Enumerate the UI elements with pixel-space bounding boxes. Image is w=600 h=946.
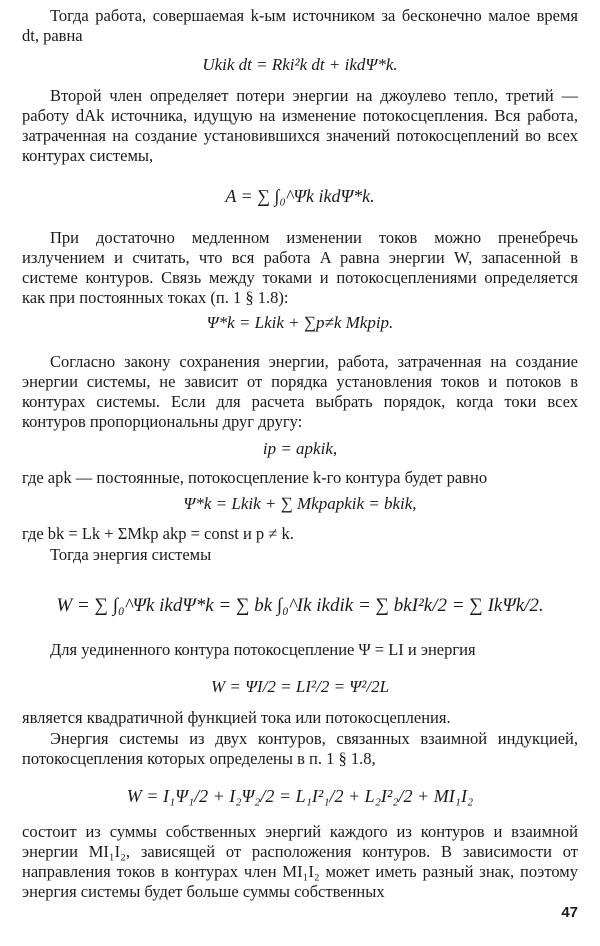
paragraph-system-energy: Тогда энергия системы: [50, 545, 212, 564]
paragraph-constants: где apk — постоянные, потокосцепление k-го контура будет равно: [22, 468, 488, 487]
paragraph-quadratic: является квадратичной функцией тока или потокосцепления.: [22, 708, 451, 727]
equation-proportional-currents: ip = apkik,: [262, 439, 338, 458]
equation-flux-k: Ψ*k = Lkik + ∑ Mkpapkik = bkik,: [183, 494, 417, 513]
equation-single-loop-energy: W = ΨI/2 = LI²/2 = Ψ²/2L: [210, 677, 390, 696]
paragraph-single-loop: Для уединенного контура потокосцепление Ψ = LI и энергия: [50, 640, 476, 659]
equation-system-energy: W = ∑ ∫₀^Ψk ikdΨ*k = ∑ bk ∫₀^Ik ikdik = ∑ bkI²k/2 = ∑ IkΨk/2.: [56, 595, 544, 616]
page-number: 47: [561, 904, 578, 921]
paragraph-slow-change: При достаточно медленном изменении токов можно пренебречь излучением и считать, что вся работа A равна энергии W, запасенной в системе контуров. Связь между токами и потокосцеплениями определяется как при постоянных токах (п. 1 § 1.8):: [22, 228, 578, 307]
equation-total-work: A = ∑ ∫₀^Ψk ikdΨ*k.: [225, 186, 375, 206]
paragraph-terms: Второй член определяет потери энергии на джоулево тепло, третий — работу dAk источника, идущую на изменение потокосцепления. Вся работа, затраченная на создание установившихся значений потокосцеплений во всех контурах системы,: [22, 86, 578, 165]
paragraph-intro: Тогда работа, совершаемая k-ым источником за бесконечно малое время dt, равна: [22, 6, 578, 45]
paragraph-bk-definition: где bk = Lk + ΣMkp akp = const и p ≠ k.: [22, 524, 294, 543]
paragraph-two-loops: Энергия системы из двух контуров, связанных взаимной индукцией, потокосцепления которых определены в п. 1 § 1.8,: [22, 729, 578, 768]
equation-two-loops-energy: W = I₁Ψ₁/2 + I₂Ψ₂/2 = L₁I²₁/2 + L₂I²₂/2 + MI₁I₂: [126, 786, 474, 806]
paragraph-conclusion: состоит из суммы собственных энергий каждого из контуров и взаимной энергии MI₁I₂, зависящей от расположения контуров. В зависимости от направления токов в контурах член MI₁I₂ может иметь разный знак, поэтому энергия системы будет больше суммы собственных: [22, 822, 578, 901]
equation-flux-linkage: Ψ*k = Lkik + ∑p≠k Mkpip.: [206, 313, 394, 332]
paragraph-energy-conservation: Согласно закону сохранения энергии, работа, затраченная на создание энергии системы, не зависит от порядка установления токов и потоков в контурах системы. Если для расчета выбрать порядок, когда токи всех контуров пропорциональны друг другу:: [22, 352, 578, 431]
equation-work-element: Ukik dt = Rki²k dt + ikdΨ*k.: [202, 55, 398, 74]
